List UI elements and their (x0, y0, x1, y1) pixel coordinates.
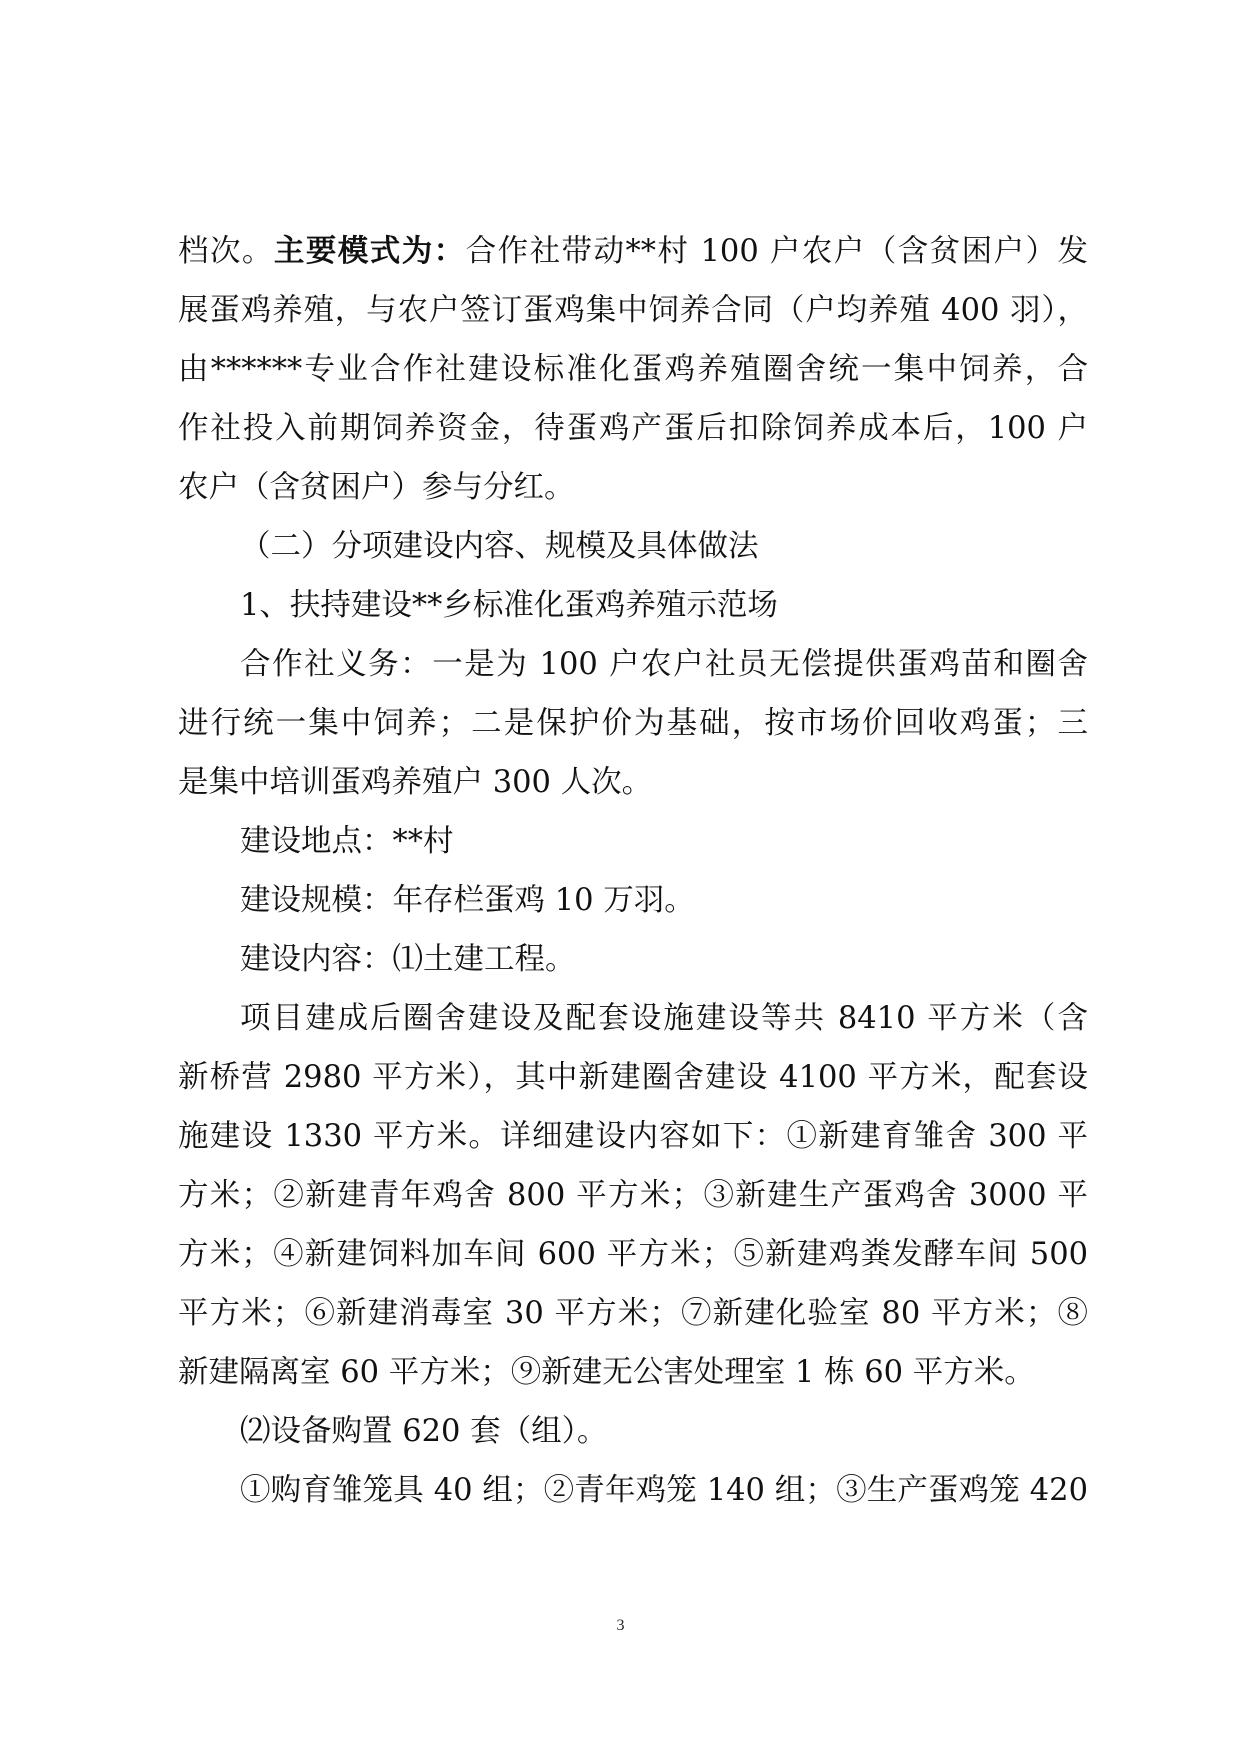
text-run: 1、扶持建设**乡标准化蛋鸡养殖示范场 (240, 588, 778, 623)
paragraph-duties (178, 635, 1088, 812)
text-line (178, 1284, 1088, 1343)
text-run: 平方米；⑥新建消毒室 30 平方米；⑦新建化验室 80 平方米；⑧ (178, 1296, 1088, 1331)
text-line (178, 281, 1088, 340)
text-run: 展蛋鸡养殖，与农户签订蛋鸡集中饲养合同（户均养殖 400 羽）， (178, 293, 1088, 328)
text-run: 作社投入前期饲养资金，待蛋鸡产蛋后扣除饲养成本后，100 户 (178, 411, 1088, 446)
body-text (178, 222, 1088, 1520)
text-line (178, 871, 1088, 930)
text-run: 施建设 1330 平方米。详细建设内容如下：①新建育雏舍 300 平 (178, 1119, 1088, 1154)
text-line (178, 1461, 1088, 1520)
text-line (178, 576, 1088, 635)
text-line (178, 458, 1088, 517)
text-run: 由******专业合作社建设标准化蛋鸡养殖圈舍统一集中饲养，合 (178, 352, 1088, 387)
bold-label: 主要模式为： (273, 233, 466, 269)
page-number: 3 (616, 1617, 625, 1634)
text-line (178, 930, 1088, 989)
text-run: 新建隔离室 60 平方米；⑨新建无公害处理室 1 栋 60 平方米。 (178, 1355, 1035, 1390)
text-line (178, 1048, 1088, 1107)
text-run: 方米；④新建饲料加车间 600 平方米；⑤新建鸡粪发酵车间 500 (178, 1237, 1088, 1272)
paragraph-mode (178, 222, 1088, 517)
text-run: 进行统一集中饲养；二是保护价为基础，按市场价回收鸡蛋；三 (178, 706, 1088, 741)
text-run: 建设地点：**村 (240, 824, 454, 859)
text-line (178, 812, 1088, 871)
text-run: 合作社带动**村 100 户农户（含贫困户）发 (465, 234, 1089, 269)
text-run: 合作社义务：一是为 100 户农户社员无偿提供蛋鸡苗和圈舍 (240, 647, 1088, 682)
text-run: 建设内容：⑴土建工程。 (240, 942, 576, 977)
paragraph-site (178, 812, 1088, 871)
text-line (178, 1166, 1088, 1225)
paragraph-item-1 (178, 576, 1088, 635)
text-line (178, 1225, 1088, 1284)
text-run: 新桥营 2980 平方米），其中新建圈舍建设 4100 平方米，配套设 (178, 1060, 1088, 1095)
paragraph-equipment-list (178, 1461, 1088, 1520)
text-line (178, 340, 1088, 399)
text-run: （二）分项建设内容、规模及具体做法 (240, 529, 759, 564)
text-line (178, 694, 1088, 753)
paragraph-equipment (178, 1402, 1088, 1461)
text-run: 农户（含贫困户）参与分红。 (178, 470, 575, 505)
text-run: 是集中培训蛋鸡养殖户 300 人次。 (178, 765, 653, 800)
text-run: 方米；②新建青年鸡舍 800 平方米；③新建生产蛋鸡舍 3000 平 (178, 1178, 1088, 1213)
text-run: 项目建成后圈舍建设及配套设施建设等共 8410 平方米（含 (240, 1001, 1088, 1036)
text-run: ①购育雏笼具 40 组；②青年鸡笼 140 组；③生产蛋鸡笼 420 (240, 1473, 1088, 1508)
text-line (178, 635, 1088, 694)
text-line (178, 989, 1088, 1048)
text-run: ⑵设备购置 620 套（组）。 (240, 1414, 608, 1449)
paragraph-content (178, 930, 1088, 989)
paragraph-civil (178, 989, 1088, 1402)
text-line (178, 399, 1088, 458)
text-line (178, 517, 1088, 576)
paragraph-heading-2 (178, 517, 1088, 576)
text-run: 档次。 (178, 234, 274, 269)
text-line (178, 1343, 1088, 1402)
paragraph-scale (178, 871, 1088, 930)
text-line (178, 222, 1088, 281)
text-line (178, 1107, 1088, 1166)
text-run: 建设规模：年存栏蛋鸡 10 万羽。 (240, 883, 695, 918)
text-line (178, 753, 1088, 812)
text-line (178, 1402, 1088, 1461)
